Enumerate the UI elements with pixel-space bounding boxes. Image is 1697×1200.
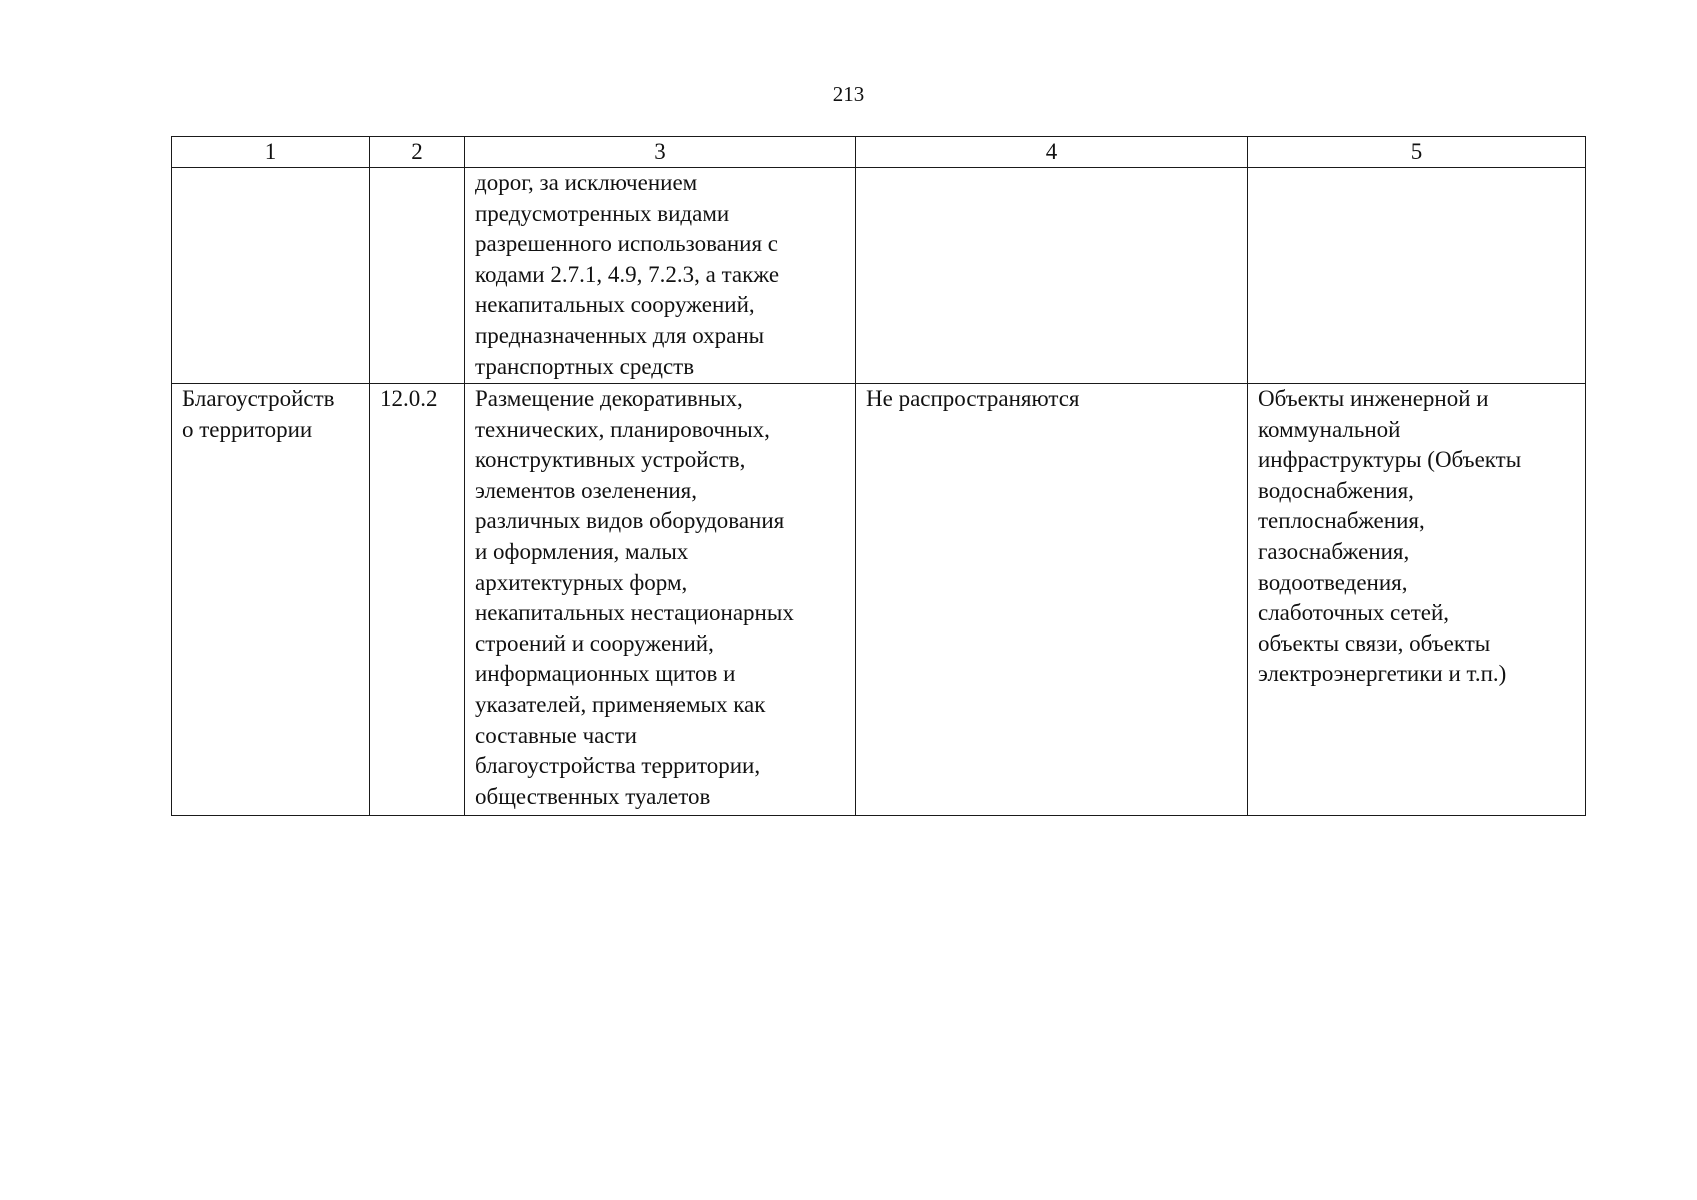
- cell-related-text: Объекты инженерной и коммунальной инфраструктуры (Объекты водоснабжения, теплоснабжения, газоснабжения, водоотведения, слаботочных сетей, объекты связи, объекты электроэнергетики и т.п.): [1258, 386, 1522, 687]
- cell-description: [465, 384, 856, 816]
- document-table: [171, 136, 1586, 816]
- cell-code: [370, 384, 465, 816]
- column-header-2: 2: [370, 137, 465, 168]
- cell-description-text: дорог, за исключением предусмотренных видами разрешенного использования с кодами 2.7.1, 4.9, 7.2.3, а также некапитальных сооружений, предназначенных для охраны транспортных средств: [475, 170, 780, 379]
- table-header: [172, 137, 1586, 168]
- cell-code: [370, 168, 465, 384]
- cell-code-text: 12.0.2: [380, 386, 438, 411]
- cell-related: [1248, 384, 1586, 816]
- column-header-5: 5: [1248, 137, 1586, 168]
- page-number: 213: [832, 82, 865, 106]
- column-header-3: 3: [465, 137, 856, 168]
- cell-name: [172, 168, 370, 384]
- column-header-1: 1: [172, 137, 370, 168]
- cell-parameters-text: Не распространяются: [866, 386, 1080, 411]
- cell-related: [1248, 168, 1586, 384]
- cell-description: [465, 168, 856, 384]
- cell-parameters: [856, 168, 1248, 384]
- table-row: [172, 384, 1586, 816]
- cell-name-text: Благоустройств о территории: [182, 386, 335, 442]
- table-row: [172, 168, 1586, 384]
- table-body: [172, 168, 1586, 816]
- column-header-4: 4: [856, 137, 1248, 168]
- header-row: [172, 137, 1586, 168]
- cell-name: [172, 384, 370, 816]
- cell-parameters: [856, 384, 1248, 816]
- cell-description-text: Размещение декоративных, технических, планировочных, конструктивных устройств, элементов озеленения, различных видов оборудования и оформления, малых архитектурных форм, некапитальных нестационарных строений и сооружений, информационных щитов и указателей, применяемых как составные части благоустройства территории, общественных туалетов: [475, 386, 794, 809]
